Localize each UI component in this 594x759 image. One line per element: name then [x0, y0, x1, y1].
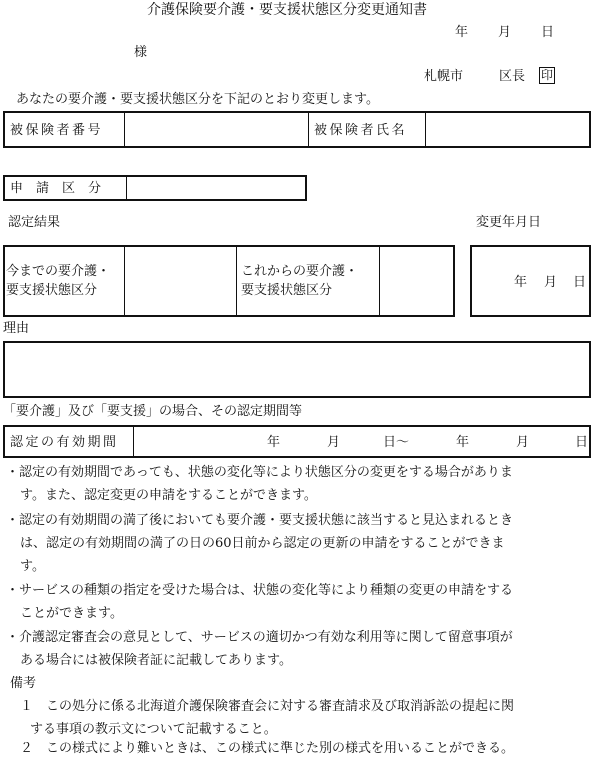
result-table: [3, 245, 455, 317]
issuer-city: 札幌市: [424, 69, 464, 84]
application-field[interactable]: [128, 177, 304, 199]
change-date-day: 日: [573, 275, 587, 290]
new-status-label-2: 要支援状態区分: [241, 283, 333, 298]
remark-1-line-2: する事項の教示文について記載すること。: [30, 722, 277, 737]
note-2-line-2: は、認定の有効期間の満了の日の60日前から認定の更新の申請をすることができま: [20, 536, 505, 551]
application-label: 申 請 区 分: [10, 181, 102, 196]
addressee-suffix: 様: [134, 45, 148, 60]
insured-number-field[interactable]: [126, 113, 308, 146]
issuer-title: 区長: [499, 69, 526, 84]
note-4-line-2: ある場合には被保険者証に記載してあります。: [20, 653, 292, 668]
note-1-line-1: ・認定の有効期間であっても、状態の変化等により状態区分の変更をする場合がありま: [6, 465, 513, 480]
reason-label: 理由: [3, 321, 30, 336]
period-table: [3, 425, 591, 458]
period-from-year: 年: [267, 435, 281, 450]
period-to-year: 年: [456, 435, 470, 450]
date-year: 年: [455, 25, 469, 40]
remark-2-line-1: ２ この様式により難いときは、この様式に準じた別の様式を用いることができる。: [20, 741, 515, 756]
change-date-box[interactable]: [470, 245, 591, 317]
document-title: 介護保険要介護・要支援状態区分変更通知書: [147, 2, 427, 18]
change-date-year: 年: [514, 275, 528, 290]
note-1-line-2: す。また、認定変更の申請をすることができます。: [20, 488, 317, 503]
date-month: 月: [498, 25, 512, 40]
previous-status-label-1: 今までの要介護・: [6, 264, 111, 279]
insured-number-label: 被保険者番号: [10, 123, 104, 138]
note-3-line-1: ・サービスの種類の指定を受けた場合は、状態の変化等により種類の変更の申請をする: [6, 583, 514, 598]
remark-1-line-1: １ この処分に係る北海道介護保険審査会に対する審査請求及び取消訴訟の提起に関: [20, 699, 515, 714]
period-from-day-to: 日～: [383, 435, 410, 450]
previous-status-label-2: 要支援状態区分: [6, 283, 98, 298]
remarks-label: 備考: [10, 676, 37, 691]
note-2-line-3: す。: [20, 559, 45, 574]
previous-status-field[interactable]: [126, 247, 236, 315]
note-2-line-1: ・認定の有効期間の満了後においても要介護・要支援状態に該当すると見込まれるとき: [6, 513, 514, 528]
insured-name-field[interactable]: [427, 113, 587, 146]
date-day: 日: [541, 25, 555, 40]
period-to-month: 月: [516, 435, 530, 450]
result-section-label: 認定結果: [8, 215, 61, 230]
reason-box[interactable]: [3, 341, 591, 398]
period-from-month: 月: [327, 435, 341, 450]
insured-table: [3, 111, 591, 148]
change-date-label: 変更年月日: [476, 215, 542, 230]
insured-name-label: 被保険者氏名: [314, 123, 408, 138]
application-table: [3, 175, 307, 201]
new-status-label-1: これからの要介護・: [241, 264, 359, 279]
period-to-day: 日: [575, 435, 589, 450]
note-3-line-2: ことができます。: [20, 606, 123, 621]
new-status-field[interactable]: [381, 247, 451, 315]
period-label: 認定の有効期間: [10, 435, 119, 450]
period-section-label: 「要介護」及び「要支援」の場合、その認定期間等: [3, 404, 303, 419]
note-4-line-1: ・介護認定審査会の意見として、サービスの適切かつ有効な利用等に関して留意事項が: [6, 630, 513, 645]
change-date-month: 月: [544, 275, 558, 290]
intro-text: あなたの要介護・要支援状態区分を下記のとおり変更します。: [16, 92, 379, 107]
seal-mark: 印: [540, 68, 553, 82]
